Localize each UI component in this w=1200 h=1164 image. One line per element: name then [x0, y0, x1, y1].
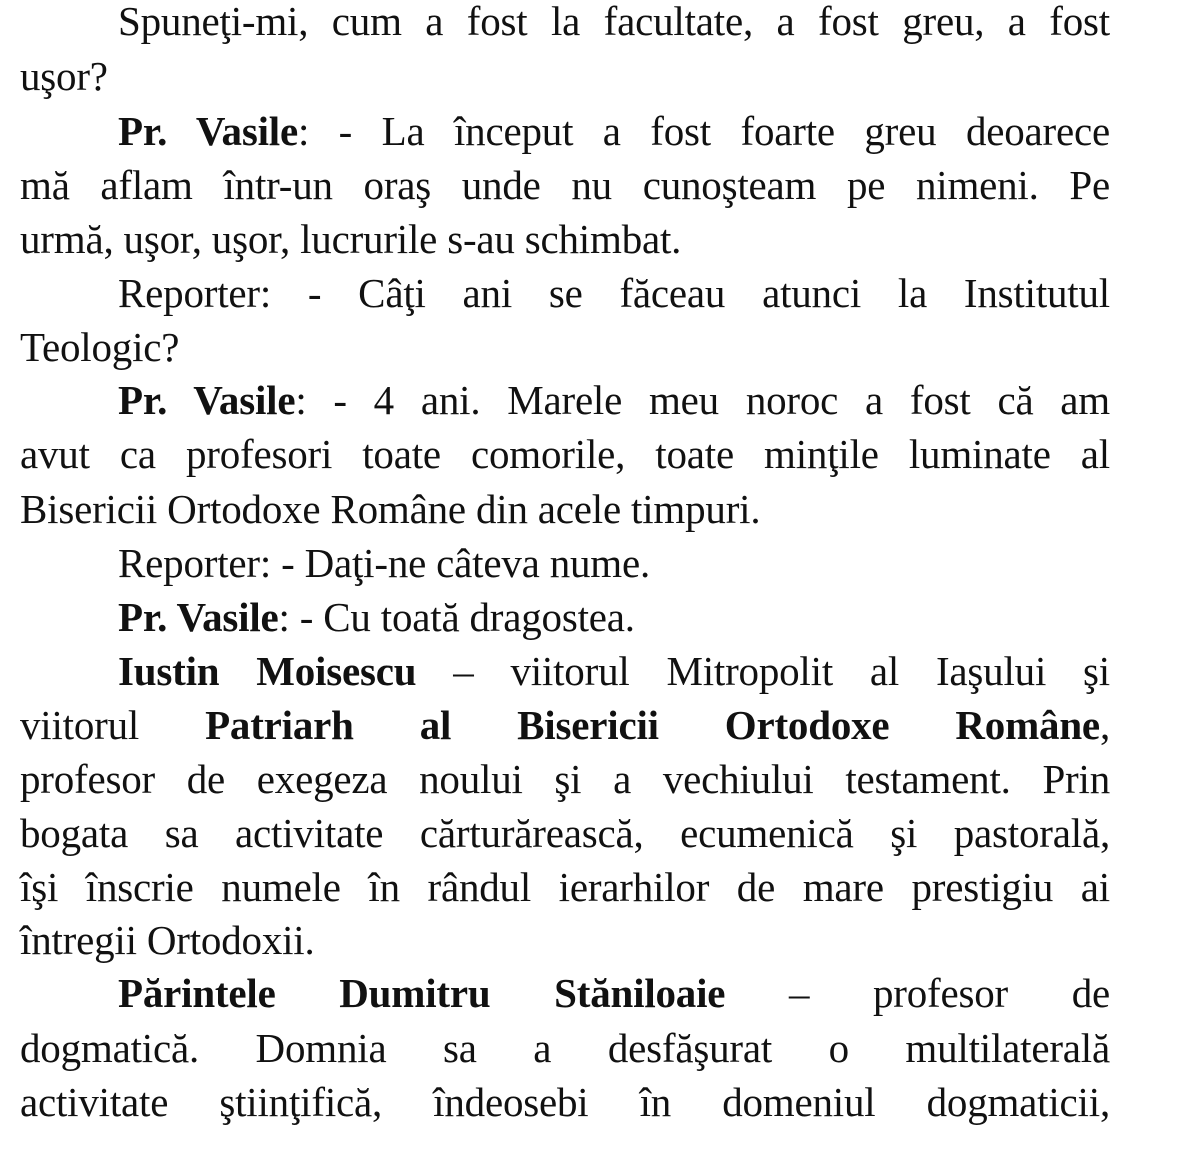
text-line: uşor? [20, 53, 108, 99]
speaker-label: Pr. Vasile [118, 108, 298, 154]
dialogue-text: : - 4 ani. Marele meu noroc a fost că am [295, 377, 1110, 423]
profile-line [118, 644, 1110, 698]
text-line: îşi înscrie numele în rândul ierarhilor de mare prestigiu ai [20, 864, 1110, 910]
text-line: Spuneţi-mi, cum a fost la facultate, a fost greu, a fost [118, 0, 1110, 44]
reporter-line: Reporter: - Daţi-ne câteva nume. [118, 540, 651, 586]
text-line: Teologic? [20, 324, 180, 370]
dialogue-line [118, 590, 1110, 644]
text-line: dogmatică. Domnia sa a desfăşurat o multilaterală [20, 1025, 1110, 1071]
profile-text: – profesor de [725, 970, 1111, 1016]
profile-text: – viitorul Mitropolit al Iaşului şi [416, 648, 1111, 694]
dialogue-line [118, 373, 1110, 427]
profile-line [118, 966, 1110, 1020]
profile-line [20, 698, 1110, 752]
text-line: bogata sa activitate cărturărească, ecumenică şi pastorală, [20, 810, 1110, 856]
text-line: Bisericii Ortodoxe Române din acele timpuri. [20, 486, 761, 532]
text-line: activitate ştiinţifică, îndeosebi în domeniul dogmaticii, [20, 1079, 1110, 1125]
text-line: profesor de exegeza noului şi a vechiului testament. Prin [20, 756, 1110, 802]
profile-text: , [1099, 702, 1110, 748]
dialogue-text: : - Cu toată dragostea. [278, 594, 635, 640]
person-name: Părintele Dumitru Stăniloaie [118, 970, 726, 1016]
text-line: urmă, uşor, uşor, lucrurile s-au schimbat. [20, 216, 682, 262]
title-bold: Patriarh al Bisericii Ortodoxe Române [205, 702, 1100, 748]
text-line: avut ca profesori toate comorile, toate minţile luminate al [20, 431, 1110, 477]
person-name: Iustin Moisescu [118, 648, 417, 694]
speaker-label: Pr. Vasile [118, 377, 296, 423]
text-line: întregii Ortodoxii. [20, 917, 315, 963]
profile-text: viitorul [20, 702, 206, 748]
dialogue-line [118, 104, 1110, 158]
reporter-line: Reporter: - Câţi ani se făceau atunci la Institutul [118, 270, 1110, 316]
text-line: mă aflam într-un oraş unde nu cunoşteam pe nimeni. Pe [20, 162, 1110, 208]
dialogue-text: : - La început a fost foarte greu deoarece [297, 108, 1110, 154]
speaker-label: Pr. Vasile [118, 594, 279, 640]
